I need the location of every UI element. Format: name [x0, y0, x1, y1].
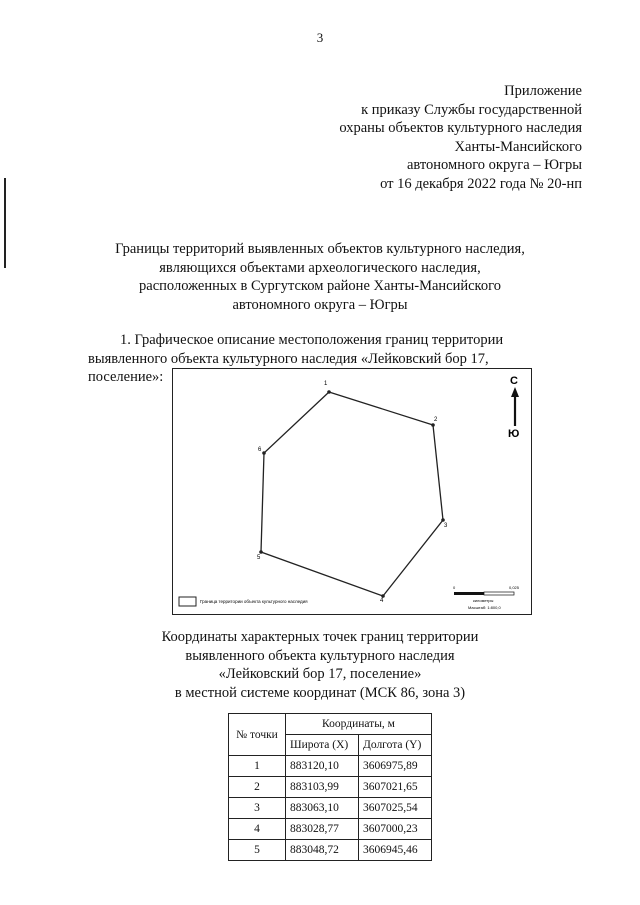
title-line: расположенных в Сургутском районе Ханты-Мансийского	[139, 278, 501, 294]
appendix-line: Ханты-Мансийского	[454, 138, 582, 155]
coordinates-title	[60, 628, 580, 702]
north-arrow-icon	[508, 375, 519, 440]
legend	[179, 597, 308, 606]
appendix-line: автономного округа – Югры	[406, 157, 582, 173]
table-row	[229, 819, 432, 840]
boundary-polygon	[261, 392, 443, 596]
cell-latitude: 883120,10	[286, 756, 359, 777]
legend-swatch	[179, 597, 196, 606]
vertex-label: 4	[380, 598, 384, 604]
document-title	[60, 240, 580, 314]
vertex-label: 1	[324, 381, 328, 387]
scale-start-label: 0	[453, 585, 456, 590]
table-row	[229, 798, 432, 819]
cell-longitude: 3606975,89	[359, 756, 432, 777]
vertex-label: 3	[444, 523, 448, 529]
coords-title-line: «Лейковский бор 17, поселение»	[218, 666, 422, 682]
scale-ratio: Масштаб: 1:800,0	[468, 605, 501, 610]
header-longitude: Долгота (Y)	[359, 735, 432, 756]
paragraph-line	[88, 331, 576, 350]
north-label: С	[510, 375, 518, 387]
vertex-label: 2	[434, 417, 438, 423]
cell-point-number: 2	[229, 777, 286, 798]
appendix-line: охраны объектов культурного наследия	[339, 120, 582, 136]
cell-point-number: 3	[229, 798, 286, 819]
vertex-marker	[262, 451, 266, 455]
vertex-label: 5	[257, 555, 261, 561]
vertex-label: 6	[258, 447, 262, 453]
table-row	[229, 840, 432, 861]
cell-longitude: 3607021,65	[359, 777, 432, 798]
scale-end-label: 0,025	[509, 585, 520, 590]
table-header-row	[229, 714, 432, 735]
cell-longitude: 3607025,54	[359, 798, 432, 819]
cell-latitude: 883048,72	[286, 840, 359, 861]
south-label: Ю	[508, 428, 520, 440]
header-coordinates: Координаты, м	[286, 714, 432, 735]
title-line: Границы территорий выявленных объектов культурного наследия,	[115, 241, 525, 257]
appendix-header	[339, 82, 582, 193]
appendix-line: к приказу Службы государственной	[361, 101, 582, 118]
coords-title-line: в местной системе координат (МСК 86, зона 3)	[174, 684, 466, 701]
paragraph-line-text: выявленного объекта культурного наследия «Лейковский бор 17,	[88, 350, 489, 367]
page-number: 3	[316, 30, 324, 45]
legend-text: Граница территории объекта культурного наследия	[200, 599, 308, 604]
coordinates-table	[228, 713, 432, 861]
vertex-marker	[441, 518, 445, 522]
cell-point-number: 5	[229, 840, 286, 861]
header-point-number: № точки	[229, 714, 286, 756]
appendix-line: от 16 декабря 2022 года № 20-нп	[380, 175, 582, 192]
scale-unit: километры	[473, 598, 494, 603]
vertex-marker	[327, 390, 331, 394]
map-canvas	[173, 369, 531, 614]
paragraph-line	[88, 350, 576, 369]
vertex-marker	[259, 550, 263, 554]
coords-title-line: выявленного объекта культурного наследия	[185, 647, 455, 664]
appendix-line: Приложение	[504, 83, 582, 99]
boundary-map	[172, 368, 532, 615]
cell-longitude: 3607000,23	[359, 819, 432, 840]
coords-title-line: Координаты характерных точек границ территории	[161, 629, 479, 645]
cell-longitude: 3606945,46	[359, 840, 432, 861]
table-row	[229, 756, 432, 777]
cell-latitude: 883063,10	[286, 798, 359, 819]
scan-edge-mark	[4, 178, 6, 268]
table-row	[229, 777, 432, 798]
scale-segment	[454, 592, 484, 595]
cell-point-number: 1	[229, 756, 286, 777]
vertex-marker	[431, 423, 435, 427]
paragraph-line-text: поселение»:	[88, 369, 164, 385]
cell-point-number: 4	[229, 819, 286, 840]
paragraph-line-text: 1. Графическое описание местоположения границ территории	[120, 332, 504, 348]
scale-bar	[453, 585, 520, 610]
cell-latitude: 883028,77	[286, 819, 359, 840]
cell-latitude: 883103,99	[286, 777, 359, 798]
header-latitude: Широта (X)	[286, 735, 359, 756]
title-line: являющихся объектами археологического наследия,	[159, 259, 481, 276]
title-line: автономного округа – Югры	[232, 296, 408, 313]
scale-segment	[484, 592, 514, 595]
